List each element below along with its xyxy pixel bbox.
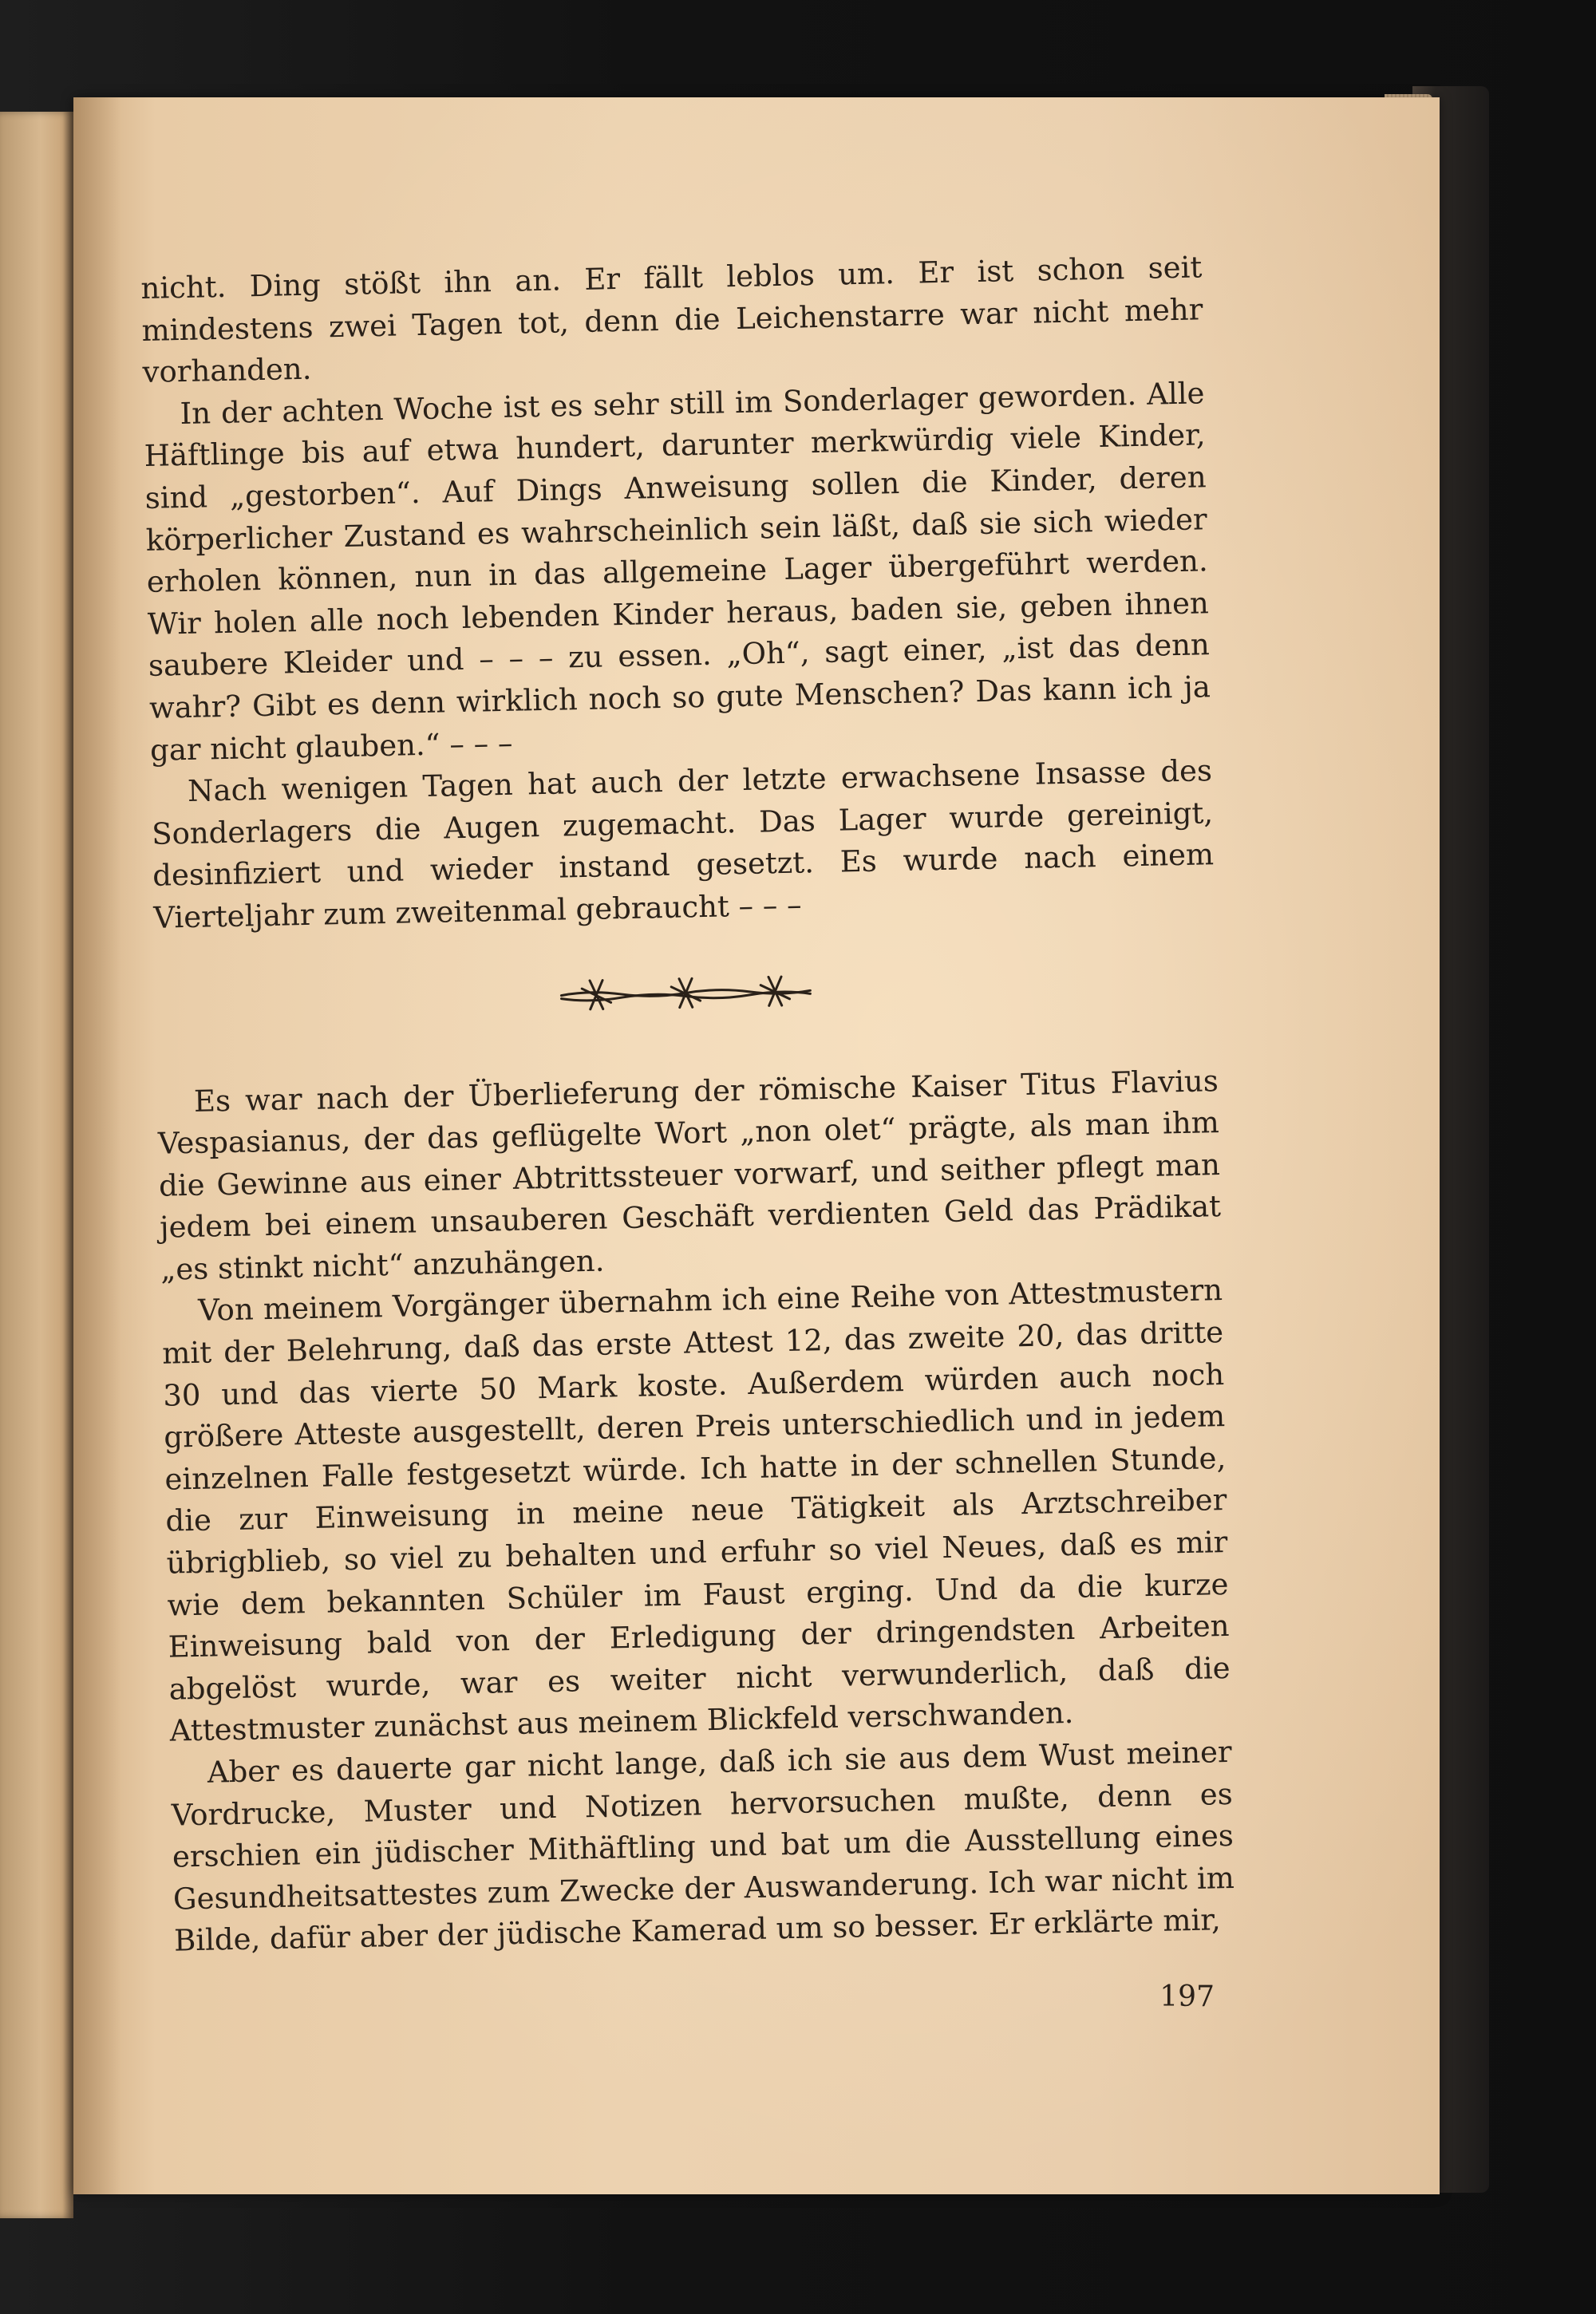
paragraph-2: In der achten Woche ist es sehr still im Sonderlager geworden. Alle Häftlinge bis auf etwa hundert, darunter merkwürdig viele Kinder, sind „gestorben“. Auf Dings Anweisung sollen die Kinder, deren körperlicher Zustand es wahrscheinlich sein läßt, daß sie sich wieder erholen können, nun in das allgemeine Lager übergeführt werden. Wir holen alle noch lebenden Kinder heraus, baden sie, geben ihnen saubere Kleider und – – – zu essen. „Oh“, sagt einer, „ist das denn wahr? Gibt es denn wirklich noch so gute Menschen? Das kann ich ja gar nicht glauben.“ – – –: [144, 376, 1211, 768]
facing-page-edge: [0, 112, 73, 2218]
paragraph-6: Aber es dauerte gar nicht lange, daß ich sie aus dem Wust meiner Vordrucke, Muster und Notizen hervorsuchen mußte, denn es erschien ein jüdischer Mithäftling und bat um die Ausstellung eines Gesundheitsattestes zum Zwecke der Auswanderung. Ich war nicht im Bilde, dafür aber der jüdische Kamerad um so besser. Er erklärte mir,: [171, 1734, 1235, 1958]
paragraph-1: nicht. Ding stößt ihn an. Er fällt leblos um. Er ist schon seit mindestens zwei Tagen tot, denn die Leichenstarre war nicht mehr vorhanden.: [140, 250, 1203, 390]
section-divider: [155, 946, 1218, 1041]
page-number: 197: [1159, 1980, 1215, 2013]
paragraph-3: Nach wenigen Tagen hat auch der letzte erwachsene Insasse des Sonderlagers die Augen zugemacht. Das Lager wurde gereinigt, desinfiziert und wieder instand gesetzt. Es wurde nach einem Vierteljahr zum zweitenmal gebraucht – – –: [151, 753, 1215, 935]
paragraph-4: Es war nach der Überlieferung der römische Kaiser Titus Flavius Vespasianus, der das geflügelte Wort „non olet“ prägte, als man ihm die Gewinne aus einer Abtrittssteuer vorwarf, und seither pflegt man jedem bei einem unsauberen Geschäft verdienten Geld das Prädikat „es stinkt nicht“ anzuhängen.: [157, 1063, 1222, 1287]
text-block: [140, 247, 1235, 1962]
barbed-wire-ornament-icon: [558, 966, 814, 1019]
page-gutter-shadow: [73, 97, 121, 2194]
paragraph-5: Von meinem Vorgänger übernahm ich eine Reihe von Attestmustern mit der Belehrung, daß das erste Attest 12, das zweite 20, das dritte 30 und das vierte 50 Mark koste. Außerdem würden auch noch größere Atteste ausgestellt, deren Preis unterschiedlich und in jedem einzelnen Falle festgesetzt würde. Ich hatte in der schnellen Stunde, die zur Einweisung in meine neue Tätigkeit als Arztschreiber übrigblieb, so viel zu behalten und erfuhr so viel Neues, daß es mir wie dem bekannten Schüler im Faust erging. Und da die kurze Einweisung bald von der Erledigung der dringendsten Arbeiten abgelöst wurde, war es weiter nicht verwunderlich, daß die Attestmuster zunächst aus meinem Blickfeld verschwanden.: [161, 1273, 1231, 1749]
book-page: [73, 97, 1440, 2194]
